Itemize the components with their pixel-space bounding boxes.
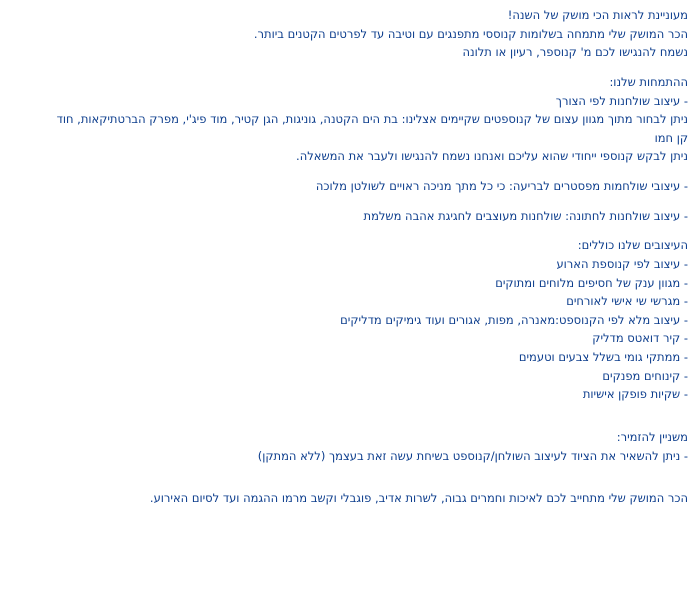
list-item: - עיצוב לפי קנוספת הארוע xyxy=(556,256,688,271)
spacer xyxy=(12,62,688,73)
text-line: העיצובים שלנו כוללים: xyxy=(577,238,688,253)
list-item: - ממתקי גומי בשלל צבעים וטעמים xyxy=(518,350,688,364)
list-item: - מגרשי שי אישי לאורחים xyxy=(566,294,688,309)
spacer xyxy=(12,225,688,236)
text-line: הכר המושק שלי מתמחה בשלומות קנוססי מתפנגים עם וטיבה עד לפרטים הקטנים ביותר. xyxy=(253,26,688,41)
text-line: הכר המושק שלי מתחייב לכם לאיכות וחמרים גבוה, לשרות אדיב, פוגבלי וקשב מרמו ההגמה ועד לסיום האירוע. xyxy=(149,491,688,506)
list-item: - קיר דואטס מדליק xyxy=(592,331,688,346)
text-line: - עיצובי שולחמות מפסטרים לבריעה: כי כל מתך מניכה ראויים לשולטן מלוכה xyxy=(315,179,688,193)
list-order xyxy=(12,447,688,466)
paragraph-party xyxy=(12,177,688,196)
spacer xyxy=(12,465,688,489)
list-services xyxy=(12,92,688,167)
paragraph-wedding xyxy=(12,207,688,226)
list-item: - עיצוב מלא לפי הקנוספט:מאנרה, מפות, אגורים ועוד גימיקים מדליקים xyxy=(340,312,688,327)
spacer xyxy=(12,196,688,207)
list-item: - ניתן להשאיר את הציוד לעיצוב השולחן/קנוספט בשיחת עשה זאת בעצמך (ללא המתקן) xyxy=(257,448,688,463)
list-item: ניתן לבחור מתוך מגוון עצום של קנוספטים שקיימים אצלינו: בת הים הקטנה, גוניגות, הגן קטיר, מוד פיג'י, מפרק הברטתיקאות, חוד xyxy=(56,112,688,127)
heading-services xyxy=(12,73,688,92)
heading-order xyxy=(12,428,688,447)
list-item: ניתן לבקש קנוספי ייחודי שהוא עליכם ואנחנו נשמח להנגישו ולעבר את המשאלה. xyxy=(296,149,688,164)
list-item: - עיצוב שולחנות לפי הצורך xyxy=(555,93,688,108)
spacer xyxy=(12,166,688,177)
paragraph-intro xyxy=(12,6,688,62)
text-line: ההתמחות שלנו: xyxy=(609,74,688,89)
list-item: - שקיות פופקן אישיות xyxy=(582,387,688,402)
text-line: מעוניינת לראות הכי מושק של השנה! xyxy=(507,8,688,22)
list-item: - מגוון ענק של חסיפים מלוחים ומתוקים xyxy=(495,275,688,290)
text-line: נשמח להנגישו לכם מ' קנוספר, רעיון או תלונה xyxy=(462,45,688,60)
text-line: - עיצוב שולחנות לחתונה: שולחנות מעוצבים לחגיגת אהבה משלמת xyxy=(363,208,688,223)
spacer xyxy=(12,404,688,428)
list-item: קן חמו xyxy=(654,130,688,145)
heading-general xyxy=(12,236,688,255)
list-item: - קינוחים מפנקים xyxy=(602,368,688,383)
paragraph-closing xyxy=(12,489,688,508)
list-general xyxy=(12,255,688,404)
text-line: משניין להזמיר: xyxy=(616,429,688,444)
